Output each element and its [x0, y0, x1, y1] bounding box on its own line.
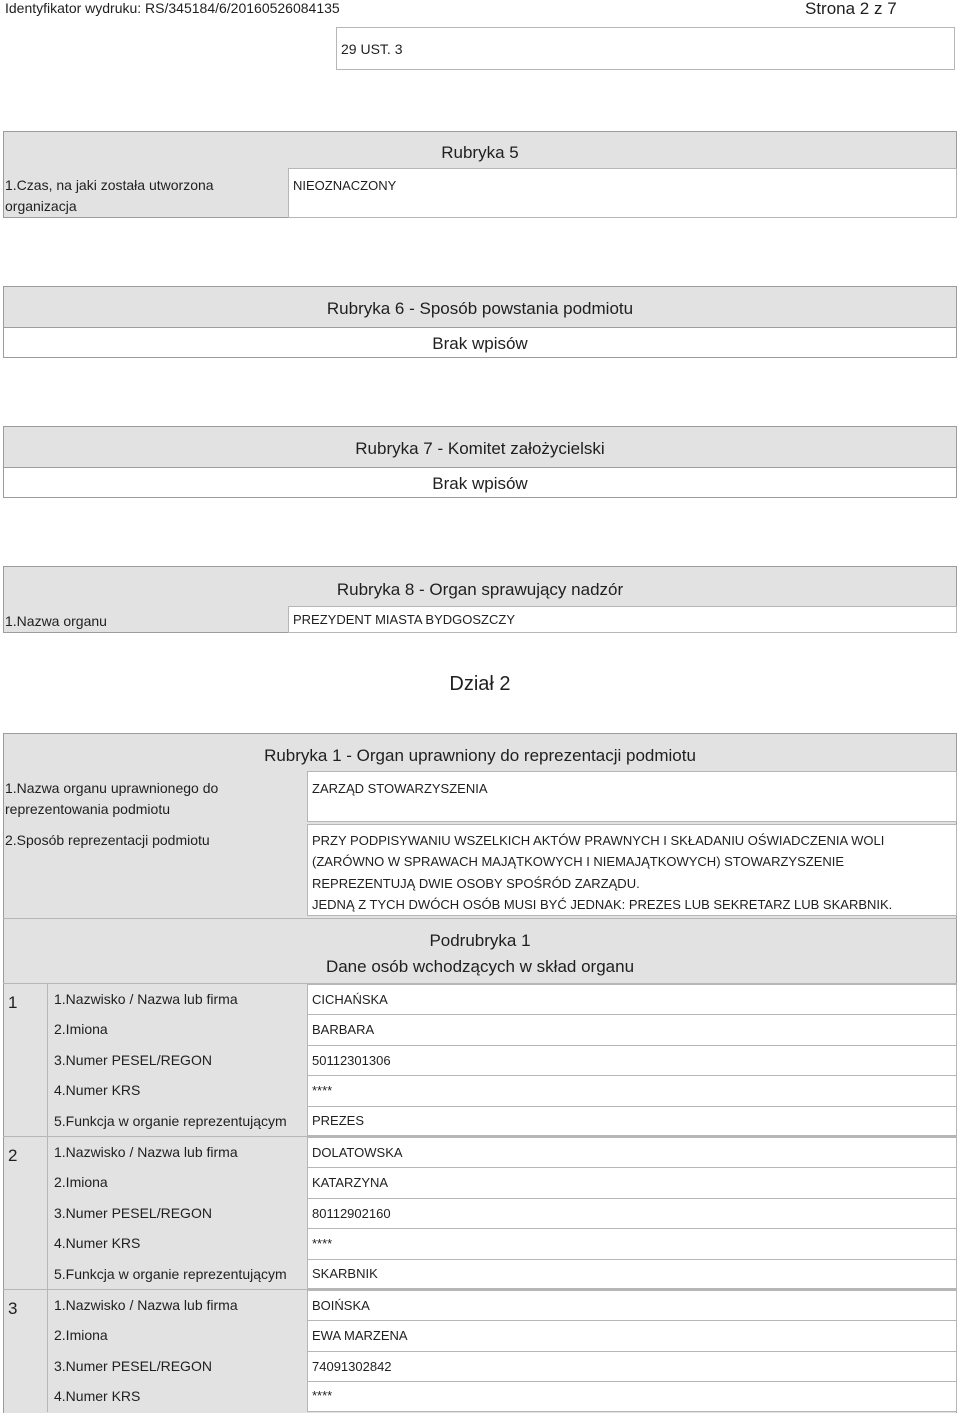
representative-body-value: ZARZĄD STOWARZYSZENIA	[307, 771, 957, 822]
person-pesel-value: 50112301306	[307, 1045, 957, 1075]
person-number: 3	[3, 1290, 48, 1412]
person-krs-label: 4.Numer KRS	[54, 1082, 141, 1099]
person-krs-value: ****	[307, 1228, 957, 1258]
person-function-value: SKARBNIK	[307, 1259, 957, 1289]
representative-body-label: 1.Nazwa organu uprawnionego do reprezentowania podmiotu	[5, 780, 219, 817]
person-field-row	[49, 1075, 957, 1105]
person-field-row	[49, 1228, 957, 1258]
supervisory-body-value: PREZYDENT MIASTA BYDGOSZCZY	[288, 606, 957, 633]
representation-method-line: REPREZENTUJĄ DWIE OSOBY SPOŚRÓD ZARZĄDU.	[312, 875, 640, 891]
person-surname-label: 1.Nazwisko / Nazwa lub firma	[54, 1297, 238, 1313]
person-pesel-value: 80112902160	[307, 1198, 957, 1228]
person-pesel-value: 74091302842	[307, 1351, 957, 1381]
person-given-names-value: EWA MARZENA	[307, 1320, 957, 1350]
person-field-row	[49, 1320, 957, 1350]
person-surname-value: BOIŃSKA	[307, 1290, 957, 1320]
rubryka-7-title: Rubryka 7 - Komitet założycielski	[355, 439, 605, 458]
person-number: 1	[3, 984, 48, 1136]
rubryka-6-empty-state: Brak wpisów	[3, 327, 957, 358]
person-given-names-label: 2.Imiona	[54, 1327, 108, 1344]
person-field-row	[49, 1045, 957, 1075]
person-function-label: 5.Funkcja w organie reprezentującym	[54, 1265, 287, 1282]
podrubryka-1-title: Podrubryka 1	[429, 931, 531, 950]
person-given-names-value: BARBARA	[307, 1014, 957, 1044]
dzial-2-rubryka-1-title: Rubryka 1 - Organ uprawniony do reprezentacji podmiotu	[264, 746, 696, 765]
person-entry	[3, 1136, 957, 1289]
representation-method-label: 2.Sposób reprezentacji podmiotu	[5, 832, 210, 848]
rubryka-5-title: Rubryka 5	[441, 143, 519, 162]
podrubryka-1-subtitle: Dane osób wchodzących w skład organu	[325, 957, 635, 976]
person-function-value: PREZES	[307, 1106, 957, 1136]
rubryka-7-section	[3, 426, 957, 498]
person-krs-label: 4.Numer KRS	[54, 1235, 141, 1252]
person-field-row	[49, 1198, 957, 1228]
dzial-2-rubryka-1-section	[3, 733, 957, 1413]
person-field-row	[49, 984, 957, 1014]
supervisory-body-label: 1.Nazwa organu	[5, 613, 107, 629]
person-given-names-label: 2.Imiona	[54, 1021, 108, 1038]
rubryka-7-empty-state: Brak wpisów	[3, 467, 957, 498]
representation-method-value	[307, 824, 957, 916]
rubryka-5-section	[3, 131, 957, 218]
rubryka-6-title: Rubryka 6 - Sposób powstania podmiotu	[326, 299, 634, 318]
continued-entry-value: 29 UST. 3	[336, 27, 955, 70]
duration-label: 1.Czas, na jaki została utworzona organizacja	[5, 177, 214, 214]
person-field-row	[49, 1167, 957, 1197]
person-krs-label: 4.Numer KRS	[54, 1388, 141, 1405]
person-number: 2	[3, 1137, 48, 1289]
person-field-row	[49, 1381, 957, 1411]
person-pesel-label: 3.Numer PESEL/REGON	[54, 1357, 212, 1374]
person-entry	[3, 1289, 957, 1412]
rubryka-6-section	[3, 286, 957, 358]
person-surname-value: DOLATOWSKA	[307, 1137, 957, 1167]
person-given-names-label: 2.Imiona	[54, 1174, 108, 1191]
representation-method-line: JEDNĄ Z TYCH DWÓCH OSÓB MUSI BYĆ JEDNAK: PREZES LUB SEKRETARZ LUB SKARBNIK.	[312, 896, 893, 912]
person-field-row	[49, 1137, 957, 1167]
dzial-2-heading: Dział 2	[449, 673, 511, 695]
person-field-row	[49, 1259, 957, 1289]
representation-method-line: (ZARÓWNO W SPRAWACH MAJĄTKOWYCH I NIEMAJĄTKOWYCH) STOWARZYSZENIE	[312, 854, 845, 870]
person-surname-value: CICHAŃSKA	[307, 984, 957, 1014]
page-number: Strona 2 z 7	[805, 0, 897, 18]
print-identifier: Identyfikator wydruku: RS/345184/6/20160526084135	[5, 0, 340, 16]
rubryka-8-title: Rubryka 8 - Organ sprawujący nadzór	[336, 580, 624, 599]
person-field-row	[49, 1290, 957, 1320]
person-function-label: 5.Funkcja w organie reprezentującym	[54, 1112, 287, 1129]
duration-value: NIEOZNACZONY	[288, 168, 957, 218]
person-entry	[3, 983, 957, 1136]
person-surname-label: 1.Nazwisko / Nazwa lub firma	[54, 1144, 238, 1160]
representation-method-line: PRZY PODPISYWANIU WSZELKICH AKTÓW PRAWNYCH I SKŁADANIU OŚWIADCZENIA WOLI	[312, 833, 885, 848]
person-krs-value: ****	[307, 1381, 957, 1411]
person-surname-label: 1.Nazwisko / Nazwa lub firma	[54, 991, 238, 1007]
person-pesel-label: 3.Numer PESEL/REGON	[54, 1204, 212, 1221]
person-field-row	[49, 1351, 957, 1381]
person-field-row	[49, 1106, 957, 1136]
person-field-row	[49, 1014, 957, 1044]
person-pesel-label: 3.Numer PESEL/REGON	[54, 1051, 212, 1068]
rubryka-8-section	[3, 566, 957, 633]
podrubryka-1-header	[3, 918, 957, 983]
person-krs-value: ****	[307, 1075, 957, 1105]
person-given-names-value: KATARZYNA	[307, 1167, 957, 1197]
